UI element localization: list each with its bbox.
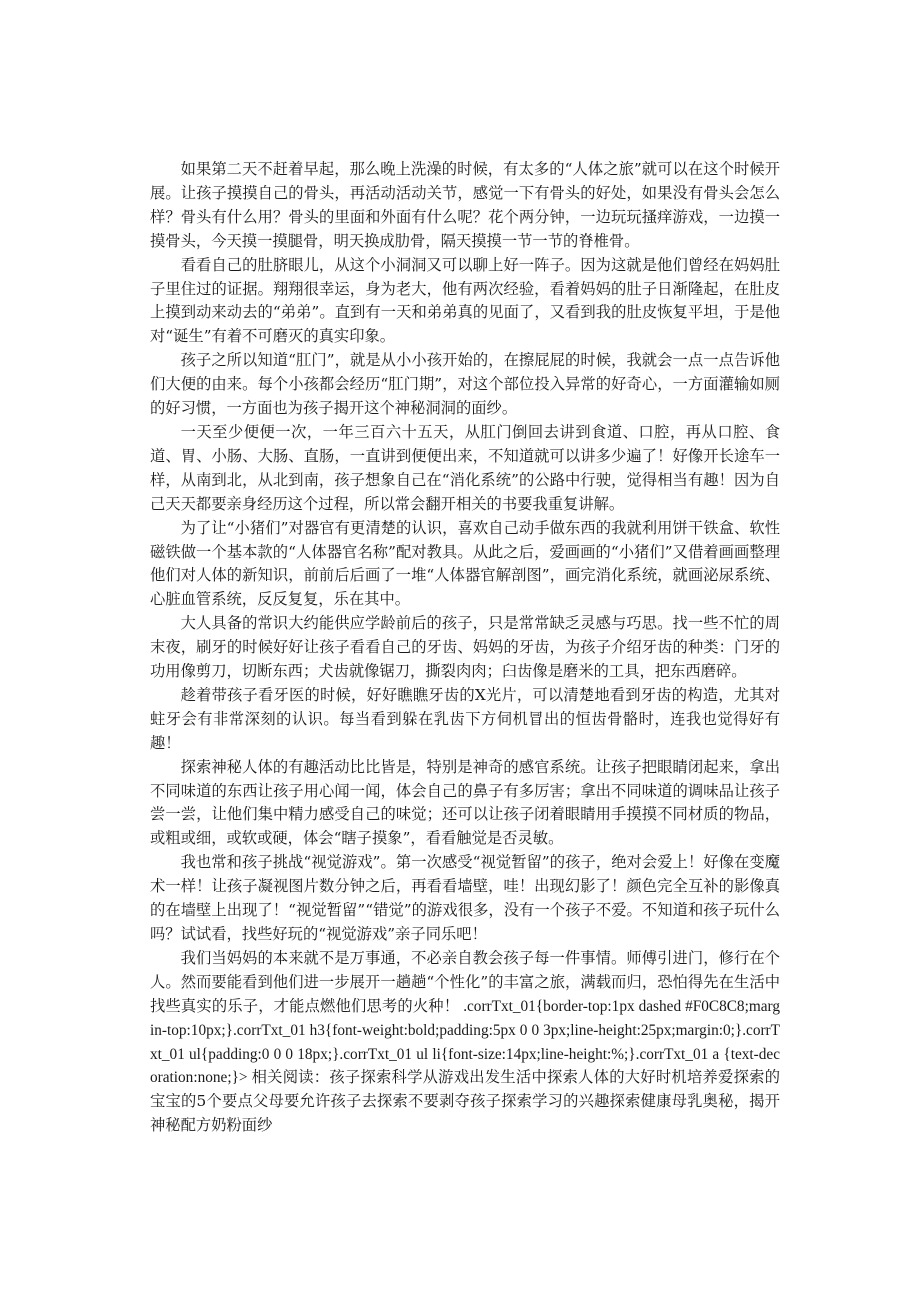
paragraph-teeth-types: 大人具备的常识大约能供应学龄前后的孩子，只是常常缺乏灵感与巧思。找一些不忙的周末夜，刷牙的时候好好让孩子看看自己的牙齿、妈妈的牙齿，为孩子介绍牙齿的种类：门牙的功用像剪刀，切断东西；犬齿就像锯刀，撕裂肉肉；臼齿像是磨米的工具，把东西磨碎。 xyxy=(150,614,780,681)
paragraph-anus: 孩子之所以知道“肛门”，就是从小小孩开始的，在擦屁屁的时候，我就会一点一点告诉他们大便的由来。每个小孩都会经历“肛门期”，对这个部位投入异常的好奇心，一方面灌输如厕的好习惯，一方面也为孩子揭开这个神秘洞洞的面纱。 xyxy=(150,351,780,418)
paragraph-visual-games: 我也常和孩子挑战“视觉游戏”。第一次感受“视觉暂留”的孩子，绝对会爱上！好像在变魔术一样！让孩子凝视图片数分钟之后，再看看墙壁，哇！出现幻影了！颜色完全互补的影像真的在墙壁上出现了！“视觉暂留”“错觉”的游戏很多，没有一个孩子不爱。不知道和孩子玩什么吗？试试看，找些好玩的“视觉游戏”亲子同乐吧！ xyxy=(150,853,780,943)
closing-text: 我们当妈妈的本来就不是万事通，不必亲自教会孩子每一件事情。师傅引进门，修行在个人。然而要能看到他们进一步展开一趟趟“个性化”的丰富之旅，满载而归，恐怕得先在生活中找些真实的乐子，才能点燃他们思考的火种！ xyxy=(150,948,780,1015)
stray-css-text: .corrTxt_01{border-top:1px dashed #F0C8C8;margin-top:10px;}.corrTxt_01 h3{font-weight:bold;padding:5px 0 0 3px;line-height:25px;margin:0;}.corrTxt_01 ul{padding:0 0 0 18px;}.corrTxt_01 ul li{font-size:14px;line-height:%;}.corrTxt_01 a {text-decoration:none;}> xyxy=(150,997,780,1087)
document-body xyxy=(150,158,780,1138)
paragraph-dentist-xray: 趁着带孩子看牙医的时候，好好瞧瞧牙齿的X光片，可以清楚地看到牙齿的构造，尤其对蛀牙会有非常深刻的认识。每当看到躲在乳齿下方伺机冒出的恒齿骨骼时，连我也觉得好有趣！ xyxy=(150,685,780,752)
paragraph-closing xyxy=(150,947,780,1138)
paragraph-organ-teaching-aid: 为了让“小猪们”对器官有更清楚的认识，喜欢自己动手做东西的我就利用饼干铁盒、软性磁铁做一个基本款的“人体器官名称”配对教具。从此之后，爱画画的“小猪们”又借着画画整理他们对人体的新知识，前前后后画了一堆“人体器官解剖图”，画完消化系统，就画泌尿系统、心脏血管系统，反反复复，乐在其中。 xyxy=(150,518,780,609)
paragraph-senses: 探索神秘人体的有趣活动比比皆是，特别是神奇的感官系统。让孩子把眼睛闭起来，拿出不同味道的东西让孩子用心闻一闻，体会自己的鼻子有多厉害；拿出不同味道的调味品让孩子尝一尝，让他们集中精力感受自己的味觉；还可以让孩子闭着眼睛用手摸摸不同材质的物品，或粗或细，或软或硬，体会“瞎子摸象”，看看触觉是否灵敏。 xyxy=(150,757,780,848)
paragraph-belly-button: 看看自己的肚脐眼儿，从这个小洞洞又可以聊上好一阵子。因为这就是他们曾经在妈妈肚子里住过的证据。翔翔很幸运，身为老大，他有两次经验，看着妈妈的肚子日渐隆起，在肚皮上摸到动来动去的“弟弟”。直到有一天和弟弟真的见面了，又看到我的肚皮恢复平坦，于是他对“诞生”有着不可磨灭的真实印象。 xyxy=(150,255,780,346)
related-reading: 相关阅读：孩子探索科学从游戏出发生活中探索人体的大好时机培养爱探索的宝宝的5个要点父母要允许孩子去探索不要剥夺孩子探索学习的兴趣探索健康母乳奥秘，揭开神秘配方奶粉面纱 xyxy=(150,1068,780,1135)
paragraph-digestive-system: 一天至少便便一次，一年三百六十五天，从肛门倒回去讲到食道、口腔，再从口腔、食道、胃、小肠、大肠、直肠，一直讲到便便出来，不知道就可以讲多少遍了！好像开长途车一样，从南到北，从北到南，孩子想象自己在“消化系统”的公路中行驶，觉得相当有趣！因为自己天天都要亲身经历这个过程，所以常会翻开相关的书要我重复讲解。 xyxy=(150,422,780,513)
paragraph-bath-bones: 如果第二天不赶着早起，那么晚上洗澡的时候，有太多的“人体之旅”就可以在这个时候开展。让孩子摸摸自己的骨头，再活动活动关节，感觉一下有骨头的好处，如果没有骨头会怎么样？骨头有什么用？骨头的里面和外面有什么呢？花个两分钟，一边玩玩搔痒游戏，一边摸一摸骨头，今天摸一摸腿骨，明天换成肋骨，隔天摸摸一节一节的脊椎骨。 xyxy=(150,160,780,250)
